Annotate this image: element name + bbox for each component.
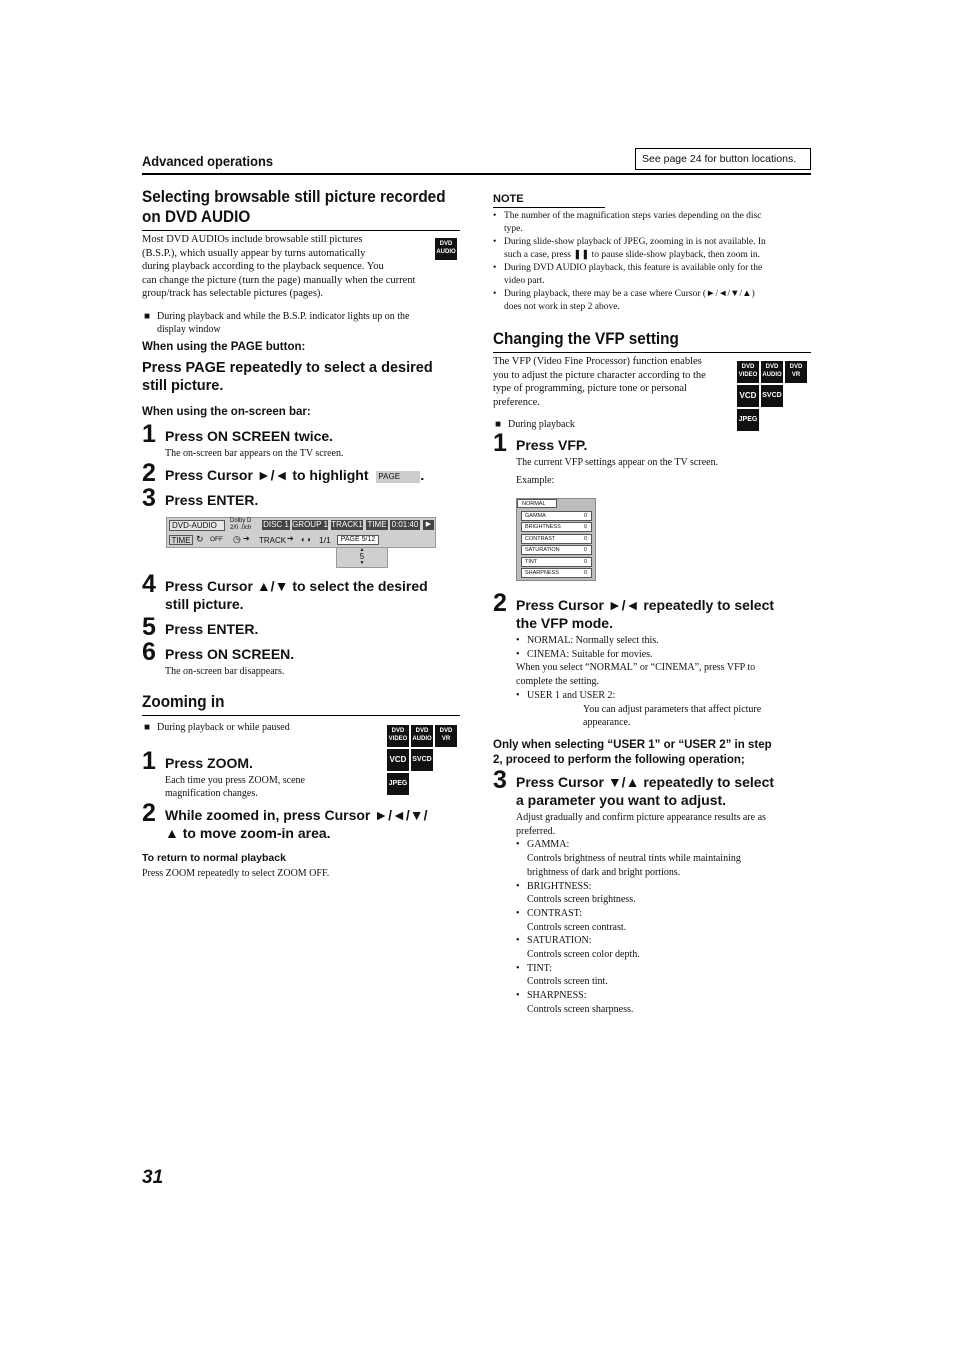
step-number-3: 3 (142, 484, 156, 512)
user-mode-note: Only when selecting “USER 1” or “USER 2” in step 2, proceed to perform the following operation; (493, 739, 772, 766)
vfp-rule (493, 352, 811, 353)
onscreen-bar (166, 517, 436, 548)
see-page-box: See page 24 for button locations. (635, 148, 811, 170)
step-number-2: 2 (142, 799, 156, 827)
bullet-square-icon: ■ (144, 722, 151, 733)
zoom-return-heading: To return to normal playback (142, 852, 286, 864)
bsp-step-1: Press ON SCREEN twice. (165, 428, 334, 444)
zoom-step-1: Press ZOOM. (165, 755, 253, 771)
onscreen-heading: When using the on-screen bar: (142, 406, 311, 418)
note-list (493, 210, 811, 314)
vfp-step-1-sub: The current VFP settings appear on the TV screen. (516, 457, 719, 468)
section-header: Advanced operations (142, 153, 273, 169)
osd-frac: 1/1 (319, 535, 331, 545)
vfp-row: GAMMA 0 (521, 511, 592, 521)
bsp-step-6: Press ON SCREEN. (165, 646, 295, 662)
list-item: • CINEMA: Suitable for movies. (516, 648, 653, 660)
bsp-condition: During playback and while the B.S.P. indicator lights up on the display window (157, 311, 410, 335)
vfp-row: SATURATION 0 (521, 545, 592, 555)
bsp-rule (142, 230, 460, 231)
zoom-step-1-sub: Each time you press ZOOM, scene magnification changes. (165, 775, 305, 799)
page-button-instruction: Press PAGE repeatedly to select a desired still picture. (142, 360, 433, 394)
abc-icon: ◐◑ (301, 535, 311, 544)
vfp-params: Adjust gradually and confirm picture appearance results are as preferred. • GAMMA: Controls brightness of neutral tints while maintaining brightness of dark and bright portions. • BRIGHTNESS: Controls screen brightness. • CONTRAST: Controls screen contrast. • SATURATION: Controls screen color depth. • TINT: Controls screen tint. • SHARPNESS: Controls screen sharpness. (516, 812, 766, 1015)
bsp-title-2: on DVD AUDIO (142, 207, 251, 226)
bsp-title-1: Selecting browsable still picture recorded (142, 187, 446, 206)
vfp-menu-title: NORMAL (517, 499, 557, 508)
down-arrow-icon: ▼ (359, 560, 365, 566)
list-item: • SATURATION: Controls screen color depth. (516, 935, 640, 961)
list-item: • CONTRAST: Controls screen contrast. (516, 907, 627, 933)
svcd-badge: SVCD (411, 749, 433, 771)
step-number-2: 2 (142, 459, 156, 487)
bsp-step-2: Press Cursor ►/◄ to highlight PAGE . (165, 467, 425, 483)
bullet-square-icon: ■ (495, 419, 502, 430)
step-number-5: 5 (142, 613, 156, 641)
repeat-icon: ↻ (196, 534, 204, 544)
bsp-step-3: Press ENTER. (165, 492, 259, 508)
osd-page: PAGE 5/12 (337, 535, 379, 545)
step-number-1: 1 (142, 420, 156, 448)
arrow-right-icon: ➔ (243, 534, 250, 543)
bullet-square-icon: ■ (144, 311, 151, 322)
note-title: NOTE (493, 193, 524, 205)
vcd-badge: VCD (737, 385, 759, 407)
step-number-1: 1 (142, 747, 156, 775)
osd-group: GROUP 1 (292, 520, 328, 529)
vfp-row: TINT 0 (521, 557, 592, 567)
osd-disc: DISC 1 (263, 520, 289, 529)
page-number: 31 (142, 1167, 164, 1188)
vfp-row: SHARPNESS 0 (521, 568, 592, 578)
vfp-step-2: Press Cursor ►/◄ repeatedly to select the VFP mode. (516, 597, 775, 631)
osd-clock: 0:01:40 (391, 520, 419, 529)
step-number-3: 3 (493, 766, 507, 794)
vfp-menu (516, 498, 596, 581)
list-item: • TINT: Controls screen tint. (516, 962, 608, 988)
vfp-row: BRIGHTNESS 0 (521, 522, 592, 532)
timer-icon: ◷ (233, 534, 241, 544)
dvd-video-badge: DVD VIDEO (387, 725, 409, 747)
jpeg-badge: JPEG (387, 773, 409, 795)
list-item: • NORMAL: Normally select this. (516, 635, 659, 646)
arrow-right-icon: ➔ (287, 534, 294, 543)
vfp-para: The VFP (Video Fine Processor) function enables you to adjust the picture character according to the type of programming, picture tone or personal preference. (493, 356, 706, 408)
vfp-step-3: Press Cursor ▼/▲ repeatedly to select a parameter you want to adjust. (516, 774, 775, 808)
zoom-rule (142, 715, 460, 716)
osd-off: OFF (210, 536, 223, 543)
vfp-condition: During playback (508, 419, 575, 430)
page-tag: PAGE (376, 471, 420, 483)
zoom-return-body: Press ZOOM repeatedly to select ZOOM OFF. (142, 868, 330, 879)
note-rule (493, 207, 605, 208)
bsp-step-1-sub: The on-screen bar appears on the TV screen. (165, 448, 344, 459)
bsp-step-4: Press Cursor ▲/▼ to select the desired still picture. (165, 578, 428, 612)
osd-page-selector[interactable] (336, 547, 388, 568)
list-item: • During DVD AUDIO playback, this feature is available only for the video part. (493, 263, 763, 286)
vfp-step-1: Press VFP. (516, 437, 588, 453)
up-arrow-icon: ▲ (359, 547, 365, 553)
dvd-vr-badge: DVD VR (435, 725, 457, 747)
osd-dolby-2: 2/0 .0ch (230, 525, 252, 531)
list-item: • SHARPNESS: Controls screen sharpness. (516, 990, 634, 1015)
dvd-vr-badge: DVD VR (785, 361, 807, 383)
osd-row-track: TRACK (259, 536, 287, 545)
osd-disc-type: DVD-AUDIO (169, 520, 225, 531)
svcd-badge: SVCD (761, 385, 783, 407)
list-item: • USER 1 and USER 2: (516, 689, 616, 701)
vfp-row: CONTRAST 0 (521, 534, 592, 544)
list-item: • GAMMA: Controls brightness of neutral tints while maintaining brightness of dark and bright portions. (516, 839, 741, 878)
vcd-badge: VCD (387, 749, 409, 771)
zoom-title: Zooming in (142, 692, 225, 711)
dvd-audio-badge: DVD AUDIO (435, 238, 457, 260)
list-item: • BRIGHTNESS: Controls screen brightness. (516, 880, 636, 906)
osd-track: TRACK1 (331, 520, 363, 529)
dvd-video-badge: DVD VIDEO (737, 361, 759, 383)
zoom-condition: During playback or while paused (157, 722, 290, 733)
osd-time-label: TIME (367, 520, 387, 529)
list-item: • During playback, there may be a case where Cursor (►/◄/▼/▲) does not work in step 2 above. (493, 289, 755, 312)
osd-row-time: TIME (169, 535, 193, 545)
vfp-title: Changing the VFP setting (493, 329, 679, 348)
bsp-para: Most DVD AUDIOs include browsable still pictures (B.S.P.), which usually appear by turns automatically during playback according to the playback sequence. You can change the picture (turn the page) manually when the current group/track has selectable pictures (pages). (142, 234, 416, 300)
play-icon: ▶ (423, 520, 434, 530)
header-rule (142, 173, 811, 175)
list-item: • During slide-show playback of JPEG, zooming in is not available. In such a case, press ❚❚ to pause slide-show playback, then zoom in. (493, 237, 766, 260)
osd-dolby-1: Dolby D (230, 518, 252, 524)
zoom-step-2: While zoomed in, press Cursor ►/◄/▼/ ▲ to move zoom-in area. (165, 807, 428, 841)
page-button-heading: When using the PAGE button: (142, 341, 306, 353)
dvd-audio-badge: DVD AUDIO (411, 725, 433, 747)
example-label: Example: (516, 475, 555, 486)
bsp-step-5: Press ENTER. (165, 621, 259, 637)
list-item: • The number of the magnification steps varies depending on the disc type. (493, 211, 762, 234)
osd-page-value: 5 (359, 552, 365, 561)
dvd-audio-badge: DVD AUDIO (761, 361, 783, 383)
jpeg-badge: JPEG (737, 409, 759, 431)
step-number-1: 1 (493, 429, 507, 457)
step-number-2: 2 (493, 589, 507, 617)
bsp-step-6-sub: The on-screen bar disappears. (165, 666, 285, 677)
step-number-4: 4 (142, 570, 156, 598)
step-number-6: 6 (142, 638, 156, 666)
vfp-mode-list: • NORMAL: Normally select this. • CINEMA: Suitable for movies. When you select “NORMAL” or “CINEMA”, press VFP to complete the setting. • USER 1 and USER 2: You can adjust parameters that affect picture appearance. (516, 635, 762, 729)
